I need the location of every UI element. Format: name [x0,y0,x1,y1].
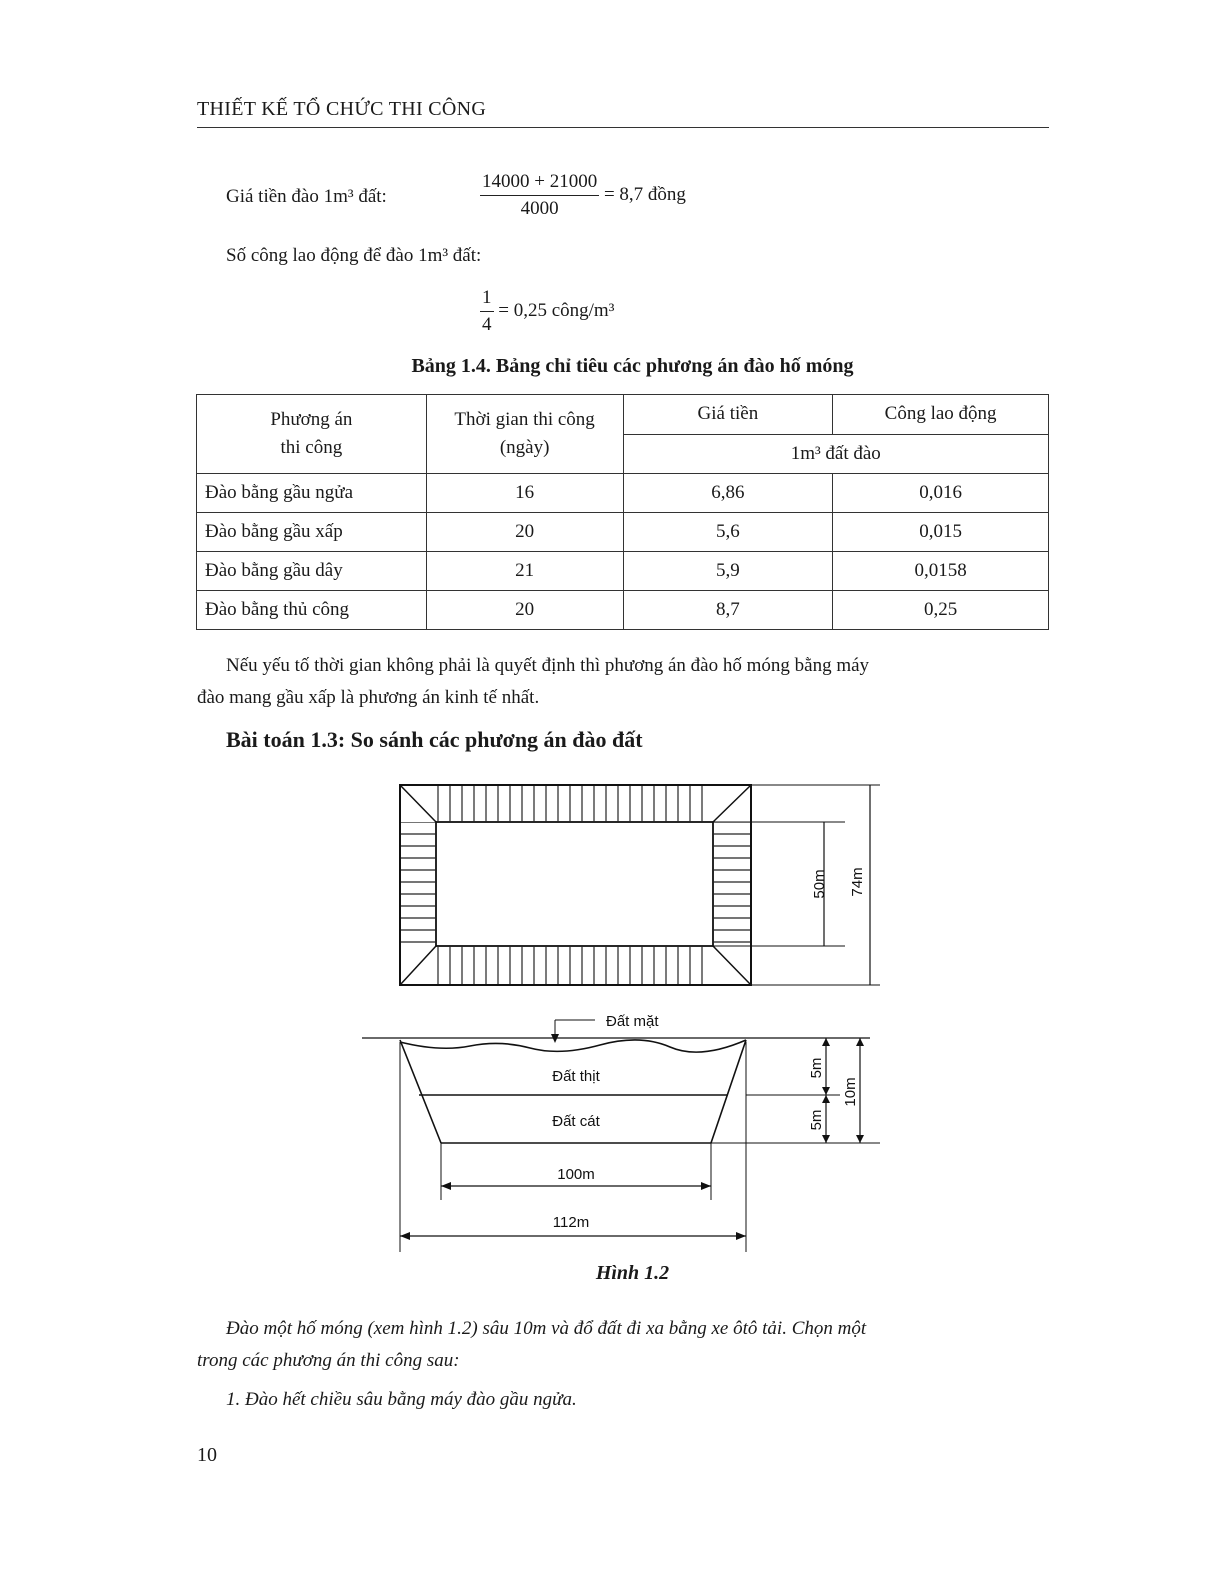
price-denominator: 4000 [520,198,559,219]
plan-view [400,785,880,985]
price-result: = 8,7 đồng [603,183,686,205]
conclusion-line-2: đào mang gầu xấp là phương án kinh tế nhất. [197,687,540,708]
row-days: 21 [426,552,623,591]
section-view [362,1013,880,1252]
bottom-width-label: 100m [557,1166,595,1183]
total-depth-label: 10m [842,1077,859,1107]
price-label: Giá tiền đào 1m³ đất: [226,186,387,207]
row-labor: 0,25 [833,591,1049,630]
header-per-unit: 1m³ đất đào [623,434,1049,474]
sand-label: Đất cát [552,1113,600,1130]
header-time-line1: Thời gian thi công [454,409,595,430]
clay-loam-label: Đất thịt [552,1068,600,1085]
page-number: 10 [197,1444,217,1466]
figure-caption: Hình 1.2 [595,1262,670,1284]
top-width-label: 112m [552,1214,590,1231]
price-numerator: 14000 + 21000 [480,169,599,196]
layer1-depth-label: 5m [808,1057,825,1079]
problem-title: Bài toán 1.3: So sánh các phương án đào đất [226,727,643,752]
row-days: 20 [426,591,623,630]
task-line-2: trong các phương án thi công sau: [197,1350,460,1371]
row-method: Đào bằng gầu xấp [197,513,427,552]
row-labor: 0,016 [833,474,1049,513]
bottom-slope-hatch [436,946,713,984]
row-labor: 0,015 [833,513,1049,552]
row-days: 16 [426,474,623,513]
plan-inner-dim-label: 50m [811,869,828,899]
row-method: Đào bằng gầu dây [197,552,427,591]
left-slope-hatch [401,822,436,946]
running-header: THIẾT KẾ TỔ CHỨC THI CÔNG [197,98,487,120]
row-price: 5,9 [623,552,833,591]
topsoil-label: Đất mặt [606,1013,659,1030]
labor-result: = 0,25 công/m³ [498,299,615,321]
labor-label: Số công lao động để đào 1m³ đất: [226,245,482,266]
row-price: 8,7 [623,591,833,630]
labor-numerator: 1 [480,285,494,312]
row-labor: 0,0158 [833,552,1049,591]
row-method: Đào bằng gầu ngửa [197,474,427,513]
right-slope-hatch [713,822,750,946]
row-days: 20 [426,513,623,552]
row-price: 5,6 [623,513,833,552]
header-method-line2: thi công [280,437,343,458]
layer2-depth-label: 5m [808,1109,825,1131]
row-price: 6,86 [623,474,833,513]
header-method-line1: Phương án [270,409,353,430]
header-labor: Công lao động [833,395,1049,435]
task-line-1: Đào một hố móng (xem hình 1.2) sâu 10m và đổ đất đi xa bằng xe ôtô tải. Chọn một [226,1318,867,1339]
table-caption: Bảng 1.4. Bảng chỉ tiêu các phương án đào hố móng [411,355,854,377]
labor-denominator: 4 [482,314,492,335]
conclusion-line-1: Nếu yếu tố thời gian không phải là quyết định thì phương án đào hố móng bằng máy [226,655,870,676]
header-price: Giá tiền [623,395,833,435]
plan-outer-dim-label: 74m [849,867,866,897]
row-method: Đào bằng thủ công [197,591,427,630]
top-slope-hatch [436,786,713,822]
task-item-1: 1. Đào hết chiều sâu bằng máy đào gầu ngửa. [226,1389,577,1410]
header-time-line2: (ngày) [499,437,550,458]
